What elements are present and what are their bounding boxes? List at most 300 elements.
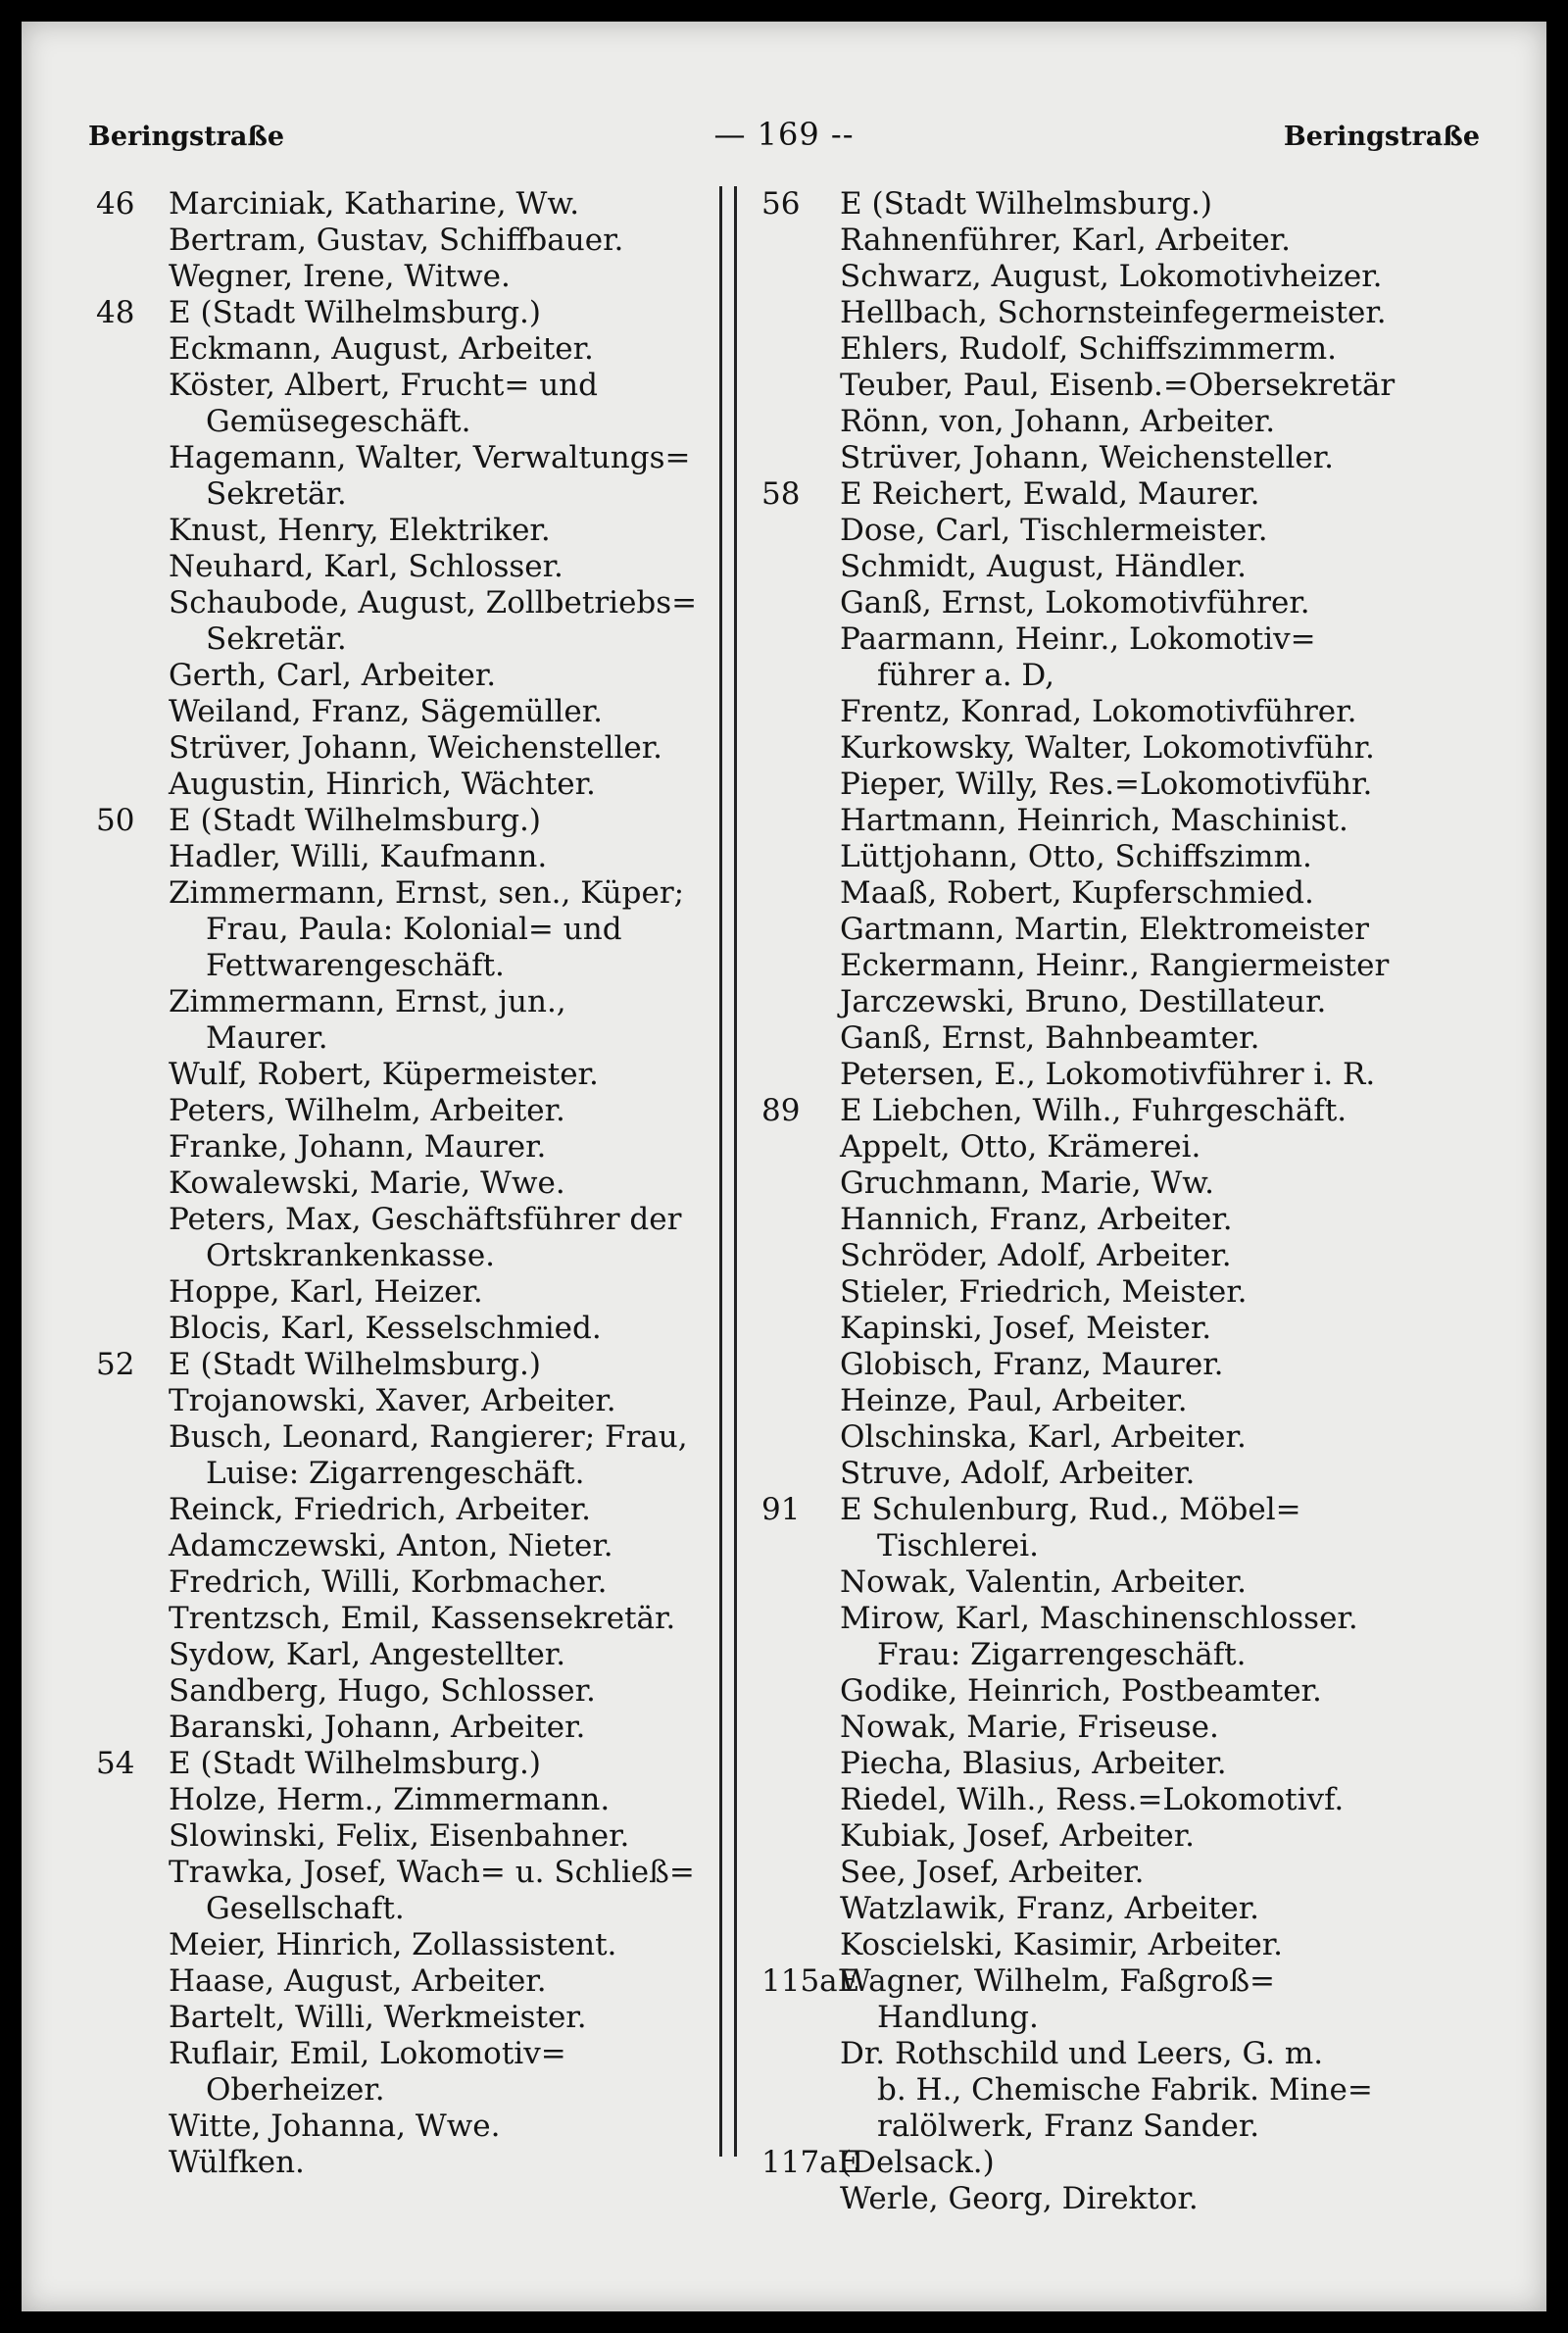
directory-line [761, 1492, 1408, 1528]
house-number [96, 2072, 169, 2109]
house-number [96, 730, 169, 767]
directory-line [96, 875, 723, 912]
resident-entry: führer a. D, [877, 658, 1055, 693]
directory-line [96, 1891, 723, 1927]
page-number: — 169 -- [713, 116, 855, 153]
directory-line [761, 1564, 1408, 1601]
house-number [96, 1710, 169, 1746]
house-number [96, 658, 169, 694]
directory-line [96, 1311, 723, 1347]
house-number [96, 440, 169, 476]
house-number [761, 2072, 840, 2109]
house-number [96, 1818, 169, 1855]
resident-entry: E (Stadt Wilhelmsburg.) [169, 803, 542, 838]
directory-line [96, 1746, 723, 1782]
directory-line [761, 1637, 1408, 1673]
resident-entry: Ganß, Ernst, Bahnbeamter. [840, 1020, 1260, 1056]
resident-entry: Bartelt, Willi, Werkmeister. [169, 2000, 587, 2035]
resident-entry: Zimmermann, Ernst, jun., [169, 984, 566, 1019]
house-number [761, 223, 840, 259]
house-number [96, 1564, 169, 1601]
directory-line [761, 368, 1408, 404]
directory-line [761, 1782, 1408, 1818]
resident-entry: Globisch, Franz, Maurer. [840, 1347, 1224, 1382]
resident-entry: Blocis, Karl, Kesselschmied. [169, 1311, 602, 1346]
house-number: 48 [96, 295, 135, 330]
directory-line [761, 1202, 1408, 1238]
directory-line [96, 1456, 723, 1492]
directory-line [761, 549, 1408, 585]
directory-line [761, 1093, 1408, 1129]
directory-line [96, 1383, 723, 1419]
resident-entry: Jarczewski, Bruno, Destillateur. [840, 984, 1327, 1019]
resident-entry: Hadler, Willi, Kaufmann. [169, 839, 548, 874]
resident-entry: E (Stadt Wilhelmsburg.) [169, 1347, 542, 1382]
directory-line [761, 767, 1408, 803]
directory-line [96, 1347, 723, 1383]
resident-entry: Haase, August, Arbeiter. [169, 1963, 547, 1999]
house-number [96, 1456, 169, 1492]
house-number [96, 476, 169, 513]
directory-line [96, 730, 723, 767]
house-number [761, 513, 840, 549]
house-number [761, 1419, 840, 1456]
directory-line [96, 1963, 723, 2000]
resident-entry: Wagner, Wilhelm, Faßgroß= [840, 1963, 1276, 1999]
directory-line [761, 2036, 1408, 2072]
directory-line [761, 1383, 1408, 1419]
resident-entry: Pieper, Willy, Res.=Lokomotivführ. [840, 767, 1373, 802]
directory-line [96, 1057, 723, 1093]
resident-entry: Kowalewski, Marie, Wwe. [169, 1166, 565, 1201]
directory-line [96, 440, 723, 476]
directory-line [761, 1927, 1408, 1963]
house-number [96, 1528, 169, 1564]
left-column [96, 186, 723, 2181]
directory-line [96, 223, 723, 259]
resident-entry: E Reichert, Ewald, Maurer. [840, 476, 1260, 512]
resident-entry: Rönn, von, Johann, Arbeiter. [840, 404, 1276, 439]
resident-entry: Watzlawik, Franz, Arbeiter. [840, 1891, 1259, 1926]
house-number [761, 1891, 840, 1927]
directory-line [96, 259, 723, 295]
house-number: 89 [761, 1093, 801, 1128]
directory-line [96, 2109, 723, 2145]
house-number [96, 368, 169, 404]
directory-line [96, 513, 723, 549]
resident-entry: Dr. Rothschild und Leers, G. m. [840, 2036, 1324, 2071]
resident-entry: Ehlers, Rudolf, Schiffszimmerm. [840, 331, 1337, 367]
house-number [761, 1710, 840, 1746]
house-number [761, 2000, 840, 2036]
resident-entry: E (Stadt Wilhelmsburg.) [840, 186, 1213, 222]
resident-entry: Augustin, Hinrich, Wächter. [169, 767, 596, 802]
resident-entry: See, Josef, Arbeiter. [840, 1855, 1145, 1890]
resident-entry: Sandberg, Hugo, Schlosser. [169, 1673, 596, 1709]
directory-line [96, 404, 723, 440]
resident-entry: (Delsack.) [840, 2145, 995, 2180]
house-number: 117aE [761, 2145, 860, 2180]
resident-entry: E (Stadt Wilhelmsburg.) [169, 1746, 542, 1781]
house-number [761, 1383, 840, 1419]
resident-entry: Maaß, Robert, Kupferschmied. [840, 875, 1314, 911]
directory-line [761, 658, 1408, 694]
house-number [761, 549, 840, 585]
resident-entry: Hoppe, Karl, Heizer. [169, 1274, 483, 1310]
resident-entry: Olschinska, Karl, Arbeiter. [840, 1419, 1247, 1455]
house-number [761, 730, 840, 767]
house-number [96, 404, 169, 440]
directory-line [761, 621, 1408, 658]
resident-entry: Ortskrankenkasse. [206, 1238, 496, 1273]
resident-entry: Hellbach, Schornsteinfegermeister. [840, 295, 1387, 330]
house-number [761, 1927, 840, 1963]
resident-entry: Hannich, Franz, Arbeiter. [840, 1202, 1233, 1237]
resident-entry: Lüttjohann, Otto, Schiffszimm. [840, 839, 1312, 874]
house-number: 46 [96, 186, 135, 222]
resident-entry: Holze, Herm., Zimmermann. [169, 1782, 611, 1817]
directory-line [761, 259, 1408, 295]
directory-line [96, 1855, 723, 1891]
resident-entry: Koscielski, Kasimir, Arbeiter. [840, 1927, 1284, 1962]
directory-line [96, 839, 723, 875]
house-number [96, 2109, 169, 2145]
directory-line [761, 948, 1408, 984]
resident-entry: Struve, Adolf, Arbeiter. [840, 1456, 1196, 1491]
resident-entry: b. H., Chemische Fabrik. Mine= [877, 2072, 1373, 2108]
directory-line [96, 694, 723, 730]
house-number [96, 1601, 169, 1637]
resident-entry: Hagemann, Walter, Verwaltungs= [169, 440, 691, 475]
resident-entry: Knust, Henry, Elektriker. [169, 513, 551, 548]
resident-entry: Stieler, Friedrich, Meister. [840, 1274, 1248, 1310]
resident-entry: Kubiak, Josef, Arbeiter. [840, 1818, 1195, 1854]
resident-entry: Tischlerei. [877, 1528, 1040, 1564]
house-number [96, 259, 169, 295]
resident-entry: Strüver, Johann, Weichensteller. [169, 730, 663, 766]
resident-entry: ralölwerk, Franz Sander. [877, 2109, 1260, 2144]
house-number [761, 1456, 840, 1492]
directory-line [761, 440, 1408, 476]
resident-entry: Gerth, Carl, Arbeiter. [169, 658, 497, 693]
directory-line [96, 1601, 723, 1637]
resident-entry: Wegner, Irene, Witwe. [169, 259, 511, 294]
directory-line [761, 1963, 1408, 2000]
resident-entry: Adamczewski, Anton, Nieter. [169, 1528, 613, 1564]
directory-line [761, 694, 1408, 730]
house-number [96, 948, 169, 984]
resident-entry: Trawka, Josef, Wach= u. Schließ= [169, 1855, 695, 1890]
resident-entry: Heinze, Paul, Arbeiter. [840, 1383, 1188, 1418]
directory-line [761, 1855, 1408, 1891]
resident-entry: Schmidt, August, Händler. [840, 549, 1247, 584]
directory-line [761, 186, 1408, 223]
house-number [761, 1564, 840, 1601]
house-number [96, 1383, 169, 1419]
resident-entry: Strüver, Johann, Weichensteller. [840, 440, 1335, 475]
house-number [96, 331, 169, 368]
house-number [96, 1673, 169, 1710]
resident-entry: Rahnenführer, Karl, Arbeiter. [840, 223, 1291, 258]
resident-entry: Schaubode, August, Zollbetriebs= [169, 585, 698, 620]
house-number [761, 2181, 840, 2217]
resident-entry: Gesellschaft. [206, 1891, 405, 1926]
directory-line [761, 476, 1408, 513]
directory-line [761, 513, 1408, 549]
house-number: 58 [761, 476, 801, 512]
house-number [96, 1927, 169, 1963]
house-number [96, 984, 169, 1020]
resident-entry: Handlung. [877, 2000, 1039, 2035]
resident-entry: Witte, Johanna, Wwe. [169, 2109, 501, 2144]
house-number [96, 1166, 169, 1202]
house-number: 52 [96, 1347, 135, 1382]
house-number [761, 1166, 840, 1202]
directory-line [761, 1601, 1408, 1637]
resident-entry: Marciniak, Katharine, Ww. [169, 186, 580, 222]
resident-entry: Schwarz, August, Lokomotivheizer. [840, 259, 1383, 294]
resident-entry: Schröder, Adolf, Arbeiter. [840, 1238, 1232, 1273]
directory-line [96, 1238, 723, 1274]
directory-line [96, 1782, 723, 1818]
resident-entry: Nowak, Valentin, Arbeiter. [840, 1564, 1247, 1600]
house-number [761, 2036, 840, 2072]
directory-line [761, 2000, 1408, 2036]
house-number [761, 1637, 840, 1673]
directory-line [761, 1528, 1408, 1564]
page-header [88, 116, 1480, 159]
house-number [761, 1818, 840, 1855]
directory-line [761, 1311, 1408, 1347]
directory-line [96, 621, 723, 658]
house-number [96, 1492, 169, 1528]
resident-entry: Busch, Leonard, Rangierer; Frau, [169, 1419, 688, 1455]
resident-entry: Frentz, Konrad, Lokomotivführer. [840, 694, 1357, 729]
directory-line [761, 331, 1408, 368]
directory-line [761, 912, 1408, 948]
resident-entry: Sydow, Karl, Angestellter. [169, 1637, 566, 1672]
directory-line [761, 1456, 1408, 1492]
directory-line [761, 585, 1408, 621]
directory-line [96, 1129, 723, 1166]
house-number [761, 585, 840, 621]
directory-line [761, 839, 1408, 875]
directory-line [96, 1202, 723, 1238]
resident-entry: E Schulenburg, Rud., Möbel= [840, 1492, 1301, 1527]
house-number [761, 1274, 840, 1311]
resident-entry: Ganß, Ernst, Lokomotivführer. [840, 585, 1310, 620]
house-number [761, 1129, 840, 1166]
resident-entry: Petersen, E., Lokomotivführer i. R. [840, 1057, 1376, 1092]
resident-entry: Sekretär. [206, 621, 347, 657]
resident-entry: Werle, Georg, Direktor. [840, 2181, 1199, 2216]
directory-line [761, 2145, 1408, 2181]
house-number [761, 1528, 840, 1564]
resident-entry: Oberheizer. [206, 2072, 385, 2108]
resident-entry: Eckermann, Heinr., Rangiermeister [840, 948, 1390, 983]
house-number [96, 1782, 169, 1818]
house-number [761, 839, 840, 875]
directory-line [761, 1746, 1408, 1782]
directory-line [96, 295, 723, 331]
house-number [761, 912, 840, 948]
resident-entry: Baranski, Johann, Arbeiter. [169, 1710, 586, 1745]
house-number [761, 2109, 840, 2145]
house-number [761, 948, 840, 984]
directory-line [761, 1419, 1408, 1456]
resident-entry: Zimmermann, Ernst, sen., Küper; [169, 875, 685, 911]
house-number [96, 1855, 169, 1891]
directory-line [96, 476, 723, 513]
directory-line [761, 223, 1408, 259]
house-number [96, 1093, 169, 1129]
house-number [96, 1274, 169, 1311]
resident-entry: Godike, Heinrich, Postbeamter. [840, 1673, 1322, 1709]
directory-line [761, 2072, 1408, 2109]
resident-entry: Paarmann, Heinr., Lokomotiv= [840, 621, 1316, 657]
directory-line [761, 2181, 1408, 2217]
house-number [96, 585, 169, 621]
directory-line [761, 1057, 1408, 1093]
directory-line [96, 1093, 723, 1129]
directory-line [96, 1564, 723, 1601]
resident-entry: Peters, Max, Geschäftsführer der [169, 1202, 682, 1237]
directory-line [761, 984, 1408, 1020]
directory-line [96, 1818, 723, 1855]
resident-entry: Trentzsch, Emil, Kassensekretär. [169, 1601, 676, 1636]
house-number: 54 [96, 1746, 135, 1781]
directory-line [96, 1166, 723, 1202]
directory-line [96, 2000, 723, 2036]
house-number [761, 694, 840, 730]
house-number [761, 404, 840, 440]
house-number [96, 513, 169, 549]
house-number [96, 1020, 169, 1057]
directory-line [761, 1818, 1408, 1855]
house-number [761, 331, 840, 368]
directory-line [96, 2145, 723, 2181]
house-number [96, 875, 169, 912]
house-number [96, 1057, 169, 1093]
house-number [761, 1057, 840, 1093]
directory-line [761, 1347, 1408, 1383]
header-street-left: Beringstraße [88, 122, 285, 152]
house-number [761, 368, 840, 404]
resident-entry: Reinck, Friedrich, Arbeiter. [169, 1492, 592, 1527]
resident-entry: Franke, Johann, Maurer. [169, 1129, 547, 1165]
resident-entry: Frau, Paula: Kolonial= und [206, 912, 622, 947]
directory-line [761, 803, 1408, 839]
house-number [96, 694, 169, 730]
resident-entry: Slowinski, Felix, Eisenbahner. [169, 1818, 630, 1854]
house-number [761, 1601, 840, 1637]
directory-line [761, 2109, 1408, 2145]
resident-entry: Riedel, Wilh., Ress.=Lokomotivf. [840, 1782, 1345, 1817]
resident-entry: Neuhard, Karl, Schlosser. [169, 549, 564, 584]
house-number [761, 621, 840, 658]
house-number [761, 875, 840, 912]
directory-line [761, 730, 1408, 767]
resident-entry: Weiland, Franz, Sägemüller. [169, 694, 604, 729]
resident-entry: Gruchmann, Marie, Ww. [840, 1166, 1214, 1201]
directory-line [761, 1129, 1408, 1166]
directory-line [761, 1891, 1408, 1927]
house-number: 91 [761, 1492, 801, 1527]
house-number [96, 1419, 169, 1456]
directory-line [761, 1238, 1408, 1274]
directory-line [761, 875, 1408, 912]
directory-line [96, 912, 723, 948]
directory-line [96, 658, 723, 694]
house-number: 50 [96, 803, 135, 838]
house-number [761, 984, 840, 1020]
directory-line [96, 1637, 723, 1673]
directory-line [96, 1673, 723, 1710]
resident-entry: Sekretär. [206, 476, 347, 512]
resident-entry: Eckmann, August, Arbeiter. [169, 331, 594, 367]
house-number [761, 803, 840, 839]
resident-entry: Wulf, Robert, Küpermeister. [169, 1057, 599, 1092]
directory-line [96, 1274, 723, 1311]
resident-entry: Köster, Albert, Frucht= und [169, 368, 598, 403]
house-number [96, 1891, 169, 1927]
house-number [96, 223, 169, 259]
directory-line [96, 984, 723, 1020]
directory-line [761, 1166, 1408, 1202]
resident-entry: Peters, Wilhelm, Arbeiter. [169, 1093, 565, 1128]
resident-entry: Ruflair, Emil, Lokomotiv= [169, 2036, 566, 2071]
resident-entry: Luise: Zigarrengeschäft. [206, 1456, 585, 1491]
directory-line [96, 368, 723, 404]
resident-entry: Trojanowski, Xaver, Arbeiter. [169, 1383, 616, 1418]
resident-entry: Gemüsegeschäft. [206, 404, 471, 439]
resident-entry: Hartmann, Heinrich, Maschinist. [840, 803, 1348, 838]
resident-entry: Mirow, Karl, Maschinenschlosser. [840, 1601, 1358, 1636]
directory-line [96, 2072, 723, 2109]
directory-line [96, 1020, 723, 1057]
directory-line [96, 1419, 723, 1456]
directory-line [96, 1927, 723, 1963]
house-number [96, 2145, 169, 2181]
directory-page [22, 22, 1546, 2311]
directory-line [761, 1710, 1408, 1746]
house-number [96, 1311, 169, 1347]
house-number [761, 1238, 840, 1274]
resident-entry: Wülfken. [169, 2145, 305, 2180]
house-number [761, 295, 840, 331]
house-number [761, 1746, 840, 1782]
house-number [761, 1855, 840, 1891]
directory-line [96, 585, 723, 621]
house-number [761, 658, 840, 694]
resident-entry: Bertram, Gustav, Schiffbauer. [169, 223, 624, 258]
directory-line [761, 1020, 1408, 1057]
house-number: 115aE [761, 1963, 860, 1999]
house-number [761, 259, 840, 295]
directory-line [761, 1673, 1408, 1710]
house-number [96, 839, 169, 875]
house-number [96, 1238, 169, 1274]
resident-entry: Appelt, Otto, Krämerei. [840, 1129, 1201, 1165]
resident-entry: Maurer. [206, 1020, 328, 1056]
house-number [96, 2000, 169, 2036]
house-number [96, 549, 169, 585]
resident-entry: Fettwarengeschäft. [206, 948, 505, 983]
house-number [96, 767, 169, 803]
resident-entry: Meier, Hinrich, Zollassistent. [169, 1927, 617, 1962]
directory-line [96, 767, 723, 803]
resident-entry: Nowak, Marie, Friseuse. [840, 1710, 1219, 1745]
